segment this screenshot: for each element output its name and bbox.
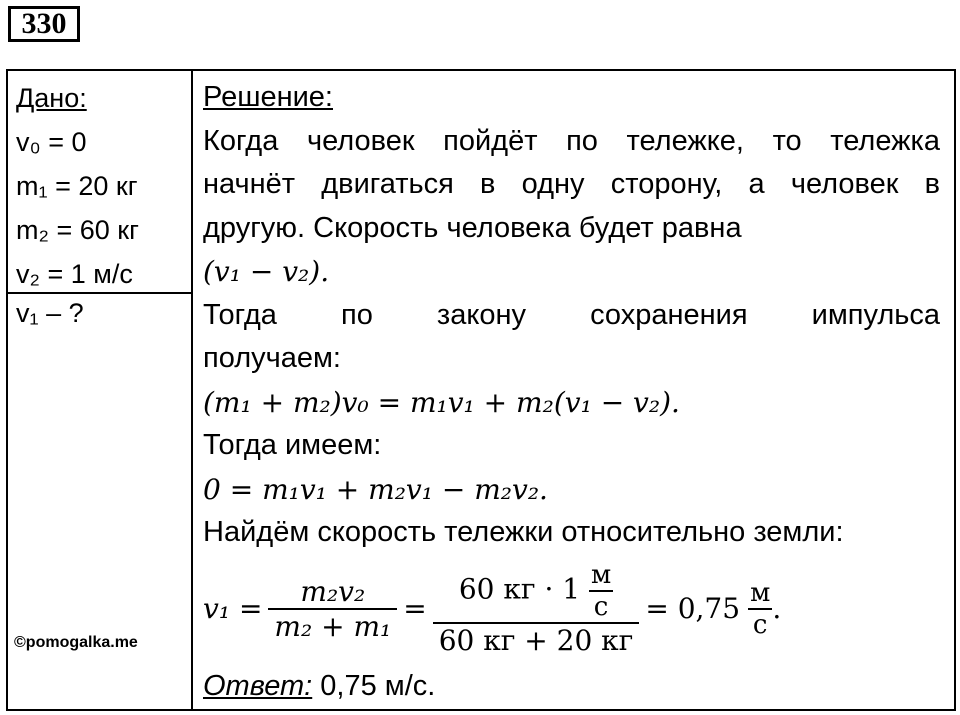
solution-section	[203, 76, 940, 555]
fraction-symbolic	[268, 575, 397, 643]
column-divider	[191, 69, 193, 711]
fraction-denominator: 60 кг + 20 кг	[433, 622, 640, 657]
problem-number: 330	[8, 6, 80, 42]
unknown-quantity: v₁ – ?	[16, 298, 84, 328]
period: .	[772, 592, 782, 625]
unit-fraction	[589, 560, 613, 622]
answer-line	[203, 670, 435, 703]
given-line: m₂ = 60 кг	[16, 215, 139, 245]
formula-relative-speed: (v₁ − v₂).	[203, 255, 330, 288]
solution-text: Тогда по закону сохранения импульса	[203, 298, 940, 331]
given-line: m₁ = 20 кг	[16, 171, 138, 201]
fraction-numeric	[433, 560, 640, 657]
given-title: Дано:	[16, 83, 87, 113]
given-line: v₀ = 0	[16, 127, 87, 157]
answer-label: Ответ:	[203, 670, 313, 702]
unit-denominator: с	[589, 590, 613, 622]
fraction-numerator	[433, 560, 640, 622]
given-section	[16, 76, 188, 296]
solution-text: Когда человек пойдёт по тележке, то тележка	[203, 124, 940, 157]
solution-text: Тогда имеем:	[203, 429, 382, 461]
final-formula	[203, 560, 943, 657]
result-unit	[748, 578, 772, 640]
solution-text: получаем:	[203, 342, 341, 374]
equals-sign: =	[403, 592, 427, 625]
solution-title: Решение:	[203, 81, 333, 113]
fraction-numerator: m₂v₂	[300, 574, 366, 608]
watermark: ©pomogalka.me	[14, 634, 138, 651]
answer-value: 0,75 м/с.	[320, 670, 436, 702]
result-value: = 0,75	[645, 592, 741, 625]
result-unit-denominator: с	[748, 608, 772, 640]
formula-lhs: v₁ =	[203, 592, 263, 625]
solution-text: начнёт двигаться в одну сторону, а человек в	[203, 168, 940, 200]
momentum-equation: (m₁ + m₂)v₀ = m₁v₁ + m₂(v₁ − v₂).	[203, 385, 680, 419]
numerator-value: 60 кг · 1	[458, 572, 581, 606]
solution-text: другую. Скорость человека будет равна	[203, 211, 742, 244]
solution-text: Найдём скорость тележки относительно земли:	[203, 516, 844, 548]
result-unit-numerator: м	[750, 577, 771, 608]
given-line: v₂ = 1 м/с	[16, 259, 133, 289]
simplified-equation: 0 = m₁v₁ + m₂v₁ − m₂v₂.	[203, 472, 548, 506]
fraction-denominator: m₂ + m₁	[268, 608, 397, 643]
unit-numerator: м	[590, 560, 612, 590]
